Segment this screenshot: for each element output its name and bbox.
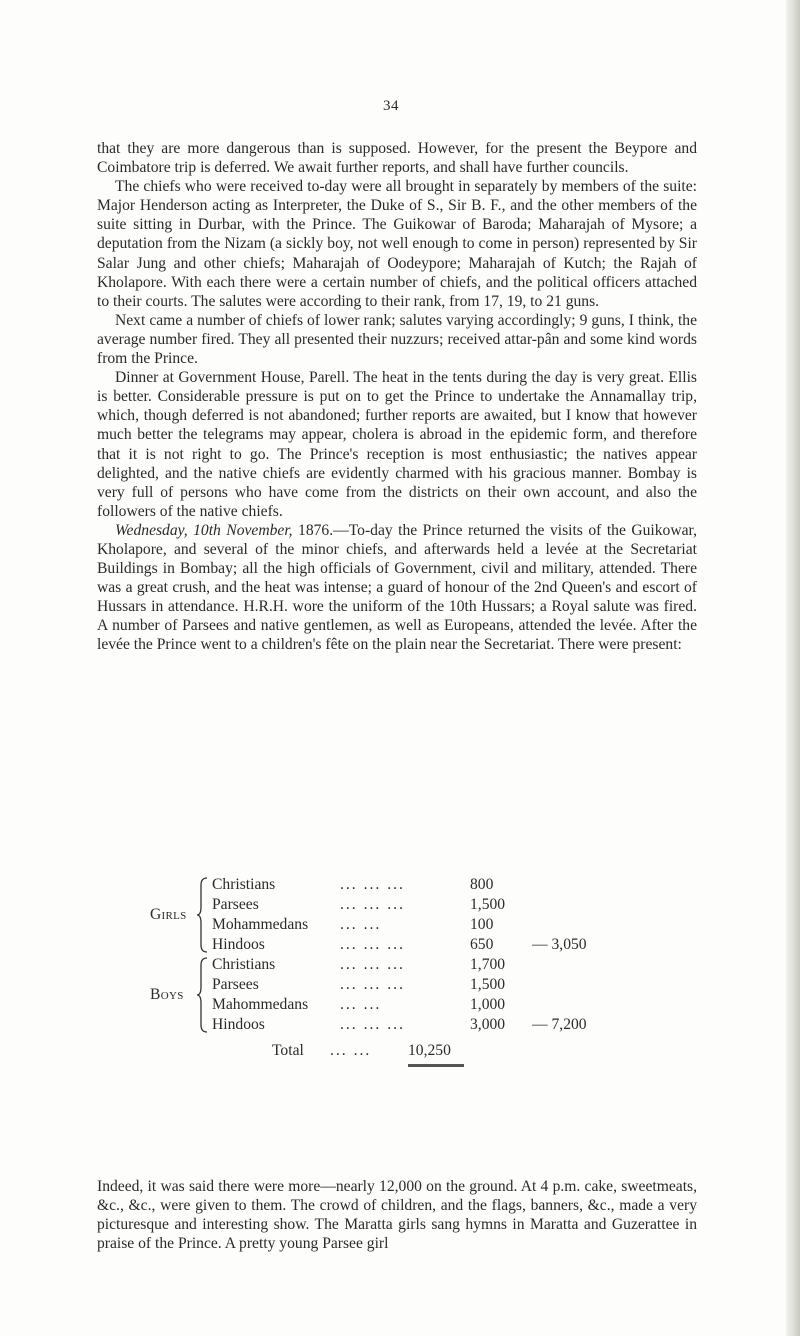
paragraph: Indeed, it was said there were more—nearly 12,000 on the ground. At 4 p.m. cake, sweetmeats, &c., &c., were given to them. The crowd of children, and the flags, banners, &c., made a very picturesque and interesting show. The Maratta girls sang hymns in Maratta and Guzerattee in praise of the Prince. A pretty young Parsee girl [97,1178,697,1253]
entry-date: Wednesday, 10th November, [115,521,293,539]
row-dots: ... ... ... [340,936,405,953]
row-dots: ... ... [340,996,382,1013]
row-value: 800 [470,876,494,893]
row-value: 650 [470,936,494,953]
row-label: Hindoos [212,1016,265,1033]
total-label: Total [272,1042,304,1059]
group-subtotal: — 3,050 [532,936,587,953]
row-value: 1,500 [470,896,506,913]
table-row [212,995,612,1015]
attendance-group-boys [150,955,620,1035]
attendance-table [150,875,620,1071]
row-dots: ... ... ... [340,956,405,973]
page-edge-shadow [786,0,800,1336]
total-value: 10,250 [408,1042,451,1059]
paragraph: The chiefs who were received to-day were all brought in separately by members of the suite: Major Henderson acting as Interpreter, the Duke of S., Sir B. F., and the other members of the suite sitting in Durbar, with the Prince. The Guikowar of Baroda; Maharajah of Mysore; a deputation from the Nizam (a sickly boy, not well enough to come in person) represented by Sir Salar Jung and other chiefs; Maharajah of Oodeypore; Maharajah of Kutch; the Rajah of Kholapore. With each there were a certain number of chiefs, and the political officers attached to their courts. The salutes were according to their rank, from 17, 19, to 21 guns. [97,178,697,310]
row-label: Parsees [212,896,259,913]
brace-icon [196,877,208,953]
table-row [212,955,612,975]
total-underline [408,1064,464,1067]
row-value: 1,500 [470,976,506,993]
paragraph: Next came a number of chiefs of lower rank; salutes varying accordingly; 9 guns, I think, the average number fired. They all presented their nuzzurs; received attar-pân and some kind words from the Prince. [97,311,697,368]
row-dots: ... ... ... [340,896,405,913]
row-value: 3,000 [470,1016,506,1033]
row-dots: ... ... ... [340,876,405,893]
table-row [212,935,612,955]
total-row [150,1041,620,1071]
row-label: Christians [212,876,276,893]
row-label: Christians [212,956,276,973]
body-text [97,139,697,655]
dated-paragraph [97,521,697,655]
paragraph: Dinner at Government House, Parell. The heat in the tents during the day is very great. Ellis is better. Considerable pressure is put on to get the Prince to undertake the Annamallay trip, which, though deferred is not abandoned; further reports are awaited, but I know that however much better the telegrams may appear, cholera is abroad in the epidemic form, and therefore that it is not right to go. The Prince's reception is most enthusiastic; the natives appear delighted, and the native chiefs are evidently charmed with his gracious manner. Bombay is very full of persons who have come from the districts on their own account, and also the followers of the native chiefs. [97,369,697,520]
row-dots: ... ... ... [340,1016,405,1033]
row-value: 100 [470,916,494,933]
table-row [212,895,612,915]
paragraph: that they are more dangerous than is supposed. However, for the present the Beypore and Coimbatore trip is deferred. We await further reports, and shall have further councils. [97,140,697,177]
group-subtotal: — 7,200 [532,1016,587,1033]
total-dots: ... ... [330,1042,372,1059]
row-dots: ... ... ... [340,976,405,993]
table-row [212,1015,612,1035]
row-label: Mahommedans [212,996,309,1013]
row-label: Mohammedans [212,916,309,933]
table-row [212,915,612,935]
attendance-group-girls [150,875,620,955]
row-value: 1,000 [470,996,506,1013]
closing-text [97,1177,697,1253]
table-row [212,975,612,995]
row-label: Hindoos [212,936,265,953]
row-value: 1,700 [470,956,506,973]
group-label: Girls [150,906,187,923]
brace-icon [196,957,208,1033]
group-label: Boys [150,986,184,1003]
table-row [212,875,612,895]
row-label: Parsees [212,976,259,993]
row-dots: ... ... [340,916,382,933]
page-number: 34 [383,98,399,114]
entry-text: 1876.—To-day the Prince returned the visits of the Guikowar, Kholapore, and several of the minor chiefs, and afterwards held a levée at the Secretariat Buildings in Bombay; all the high officials of Government, civil and military, attended. There was a great crush, and the heat was intense; a guard of honour of the 2nd Queen's and escort of Hussars in attendance. H.R.H. wore the uniform of the 10th Hussars; a Royal salute was fired. A number of Parsees and native gentlemen, as well as Europeans, attended the levée. After the levée the Prince went to a children's fête on the plain near the Secretariat. There were present: [97,521,697,654]
